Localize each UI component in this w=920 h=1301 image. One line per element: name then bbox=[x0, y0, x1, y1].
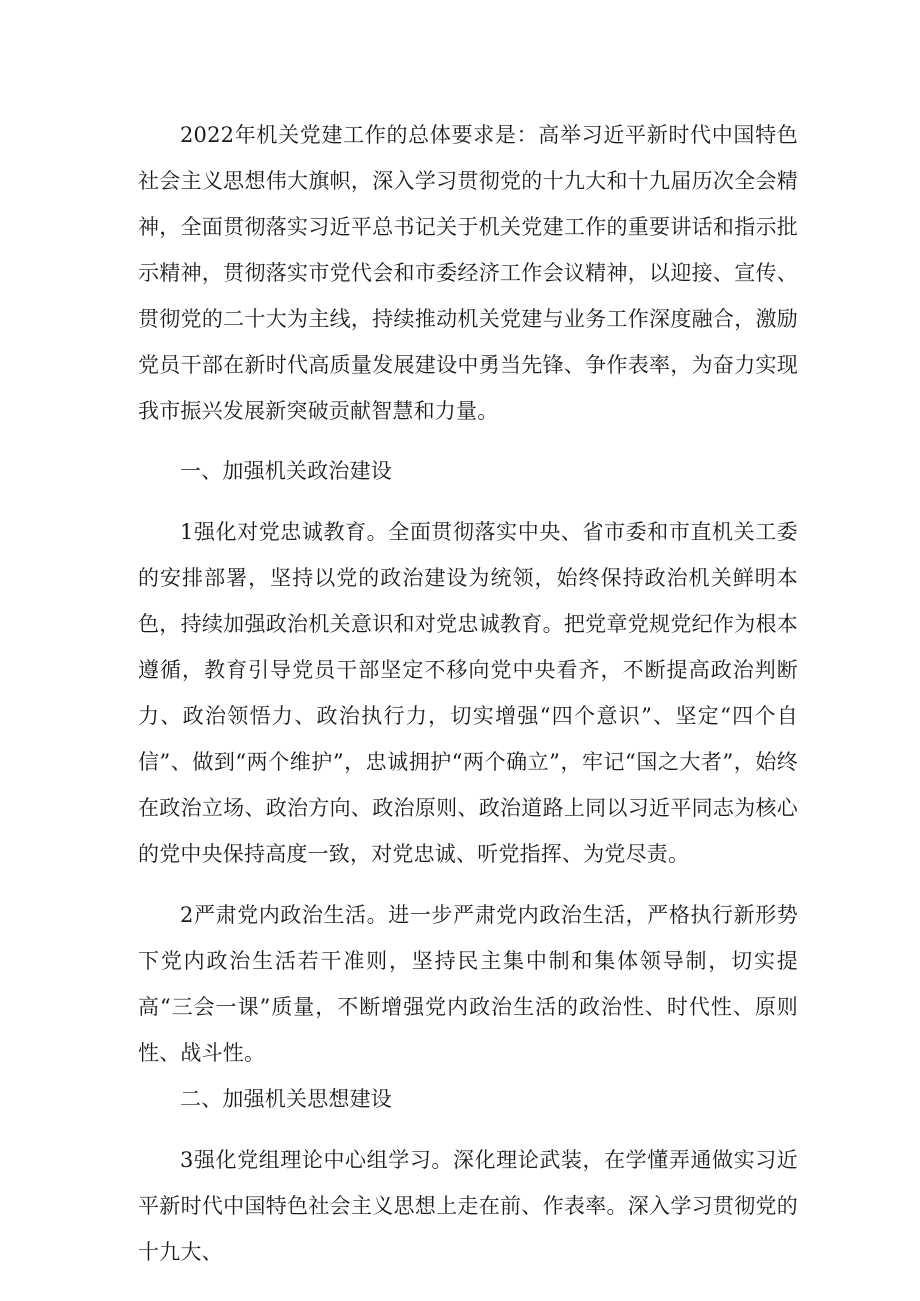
section-heading-political: 一、加强机关政治建设 bbox=[180, 459, 392, 483]
section-heading-ideological: 二、加强机关思想建设 bbox=[180, 1087, 392, 1111]
paragraph-political-life: 2严肃党内政治生活。进一步严肃党内政治生活，严格执行新形势下党内政治生活若干准则，坚持民主集中制和集体领导制，切实提高“三会一课”质量，不断增强党内政治生活的政治性、时代性、原则性、战斗性。 bbox=[138, 903, 798, 1065]
intro-paragraph: 2022年机关党建工作的总体要求是：高举习近平新时代中国特色社会主义思想伟大旗帜，深入学习贯彻党的十九大和十九届历次全会精神，全面贯彻落实习近平总书记关于机关党建工作的重要讲话和指示批示精神，贯彻落实市党代会和市委经济工作会议精神，以迎接、宣传、贯彻党的二十大为主线，持续推动机关党建与业务工作深度融合，激励党员干部在新时代高质量发展建设中勇当先锋、争作表率，为奋力实现我市振兴发展新突破贡献智慧和力量。 bbox=[138, 123, 798, 423]
document-body bbox=[138, 112, 798, 1275]
paragraph-loyalty-education: 1强化对党忠诚教育。全面贯彻落实中央、省市委和市直机关工委的安排部署，坚持以党的政治建设为统领，始终保持政治机关鲜明本色，持续加强政治机关意识和对党忠诚教育。把党章党规党纪作为根本遵循，教育引导党员干部坚定不移向党中央看齐，不断提高政治判断力、政治领悟力、政治执行力，切实增强“四个意识”、坚定“四个自信”、做到“两个维护”，忠诚拥护“两个确立”，牢记“国之大者”，始终在政治立场、政治方向、政治原则、政治道路上同以习近平同志为核心的党中央保持高度一致，对党忠诚、听党指挥、为党尽责。 bbox=[138, 520, 798, 866]
paragraph-theory-study: 3强化党组理论中心组学习。深化理论武装，在学懂弄通做实习近平新时代中国特色社会主义思想上走在前、作表率。深入学习贯彻党的十九大、 bbox=[138, 1148, 798, 1264]
